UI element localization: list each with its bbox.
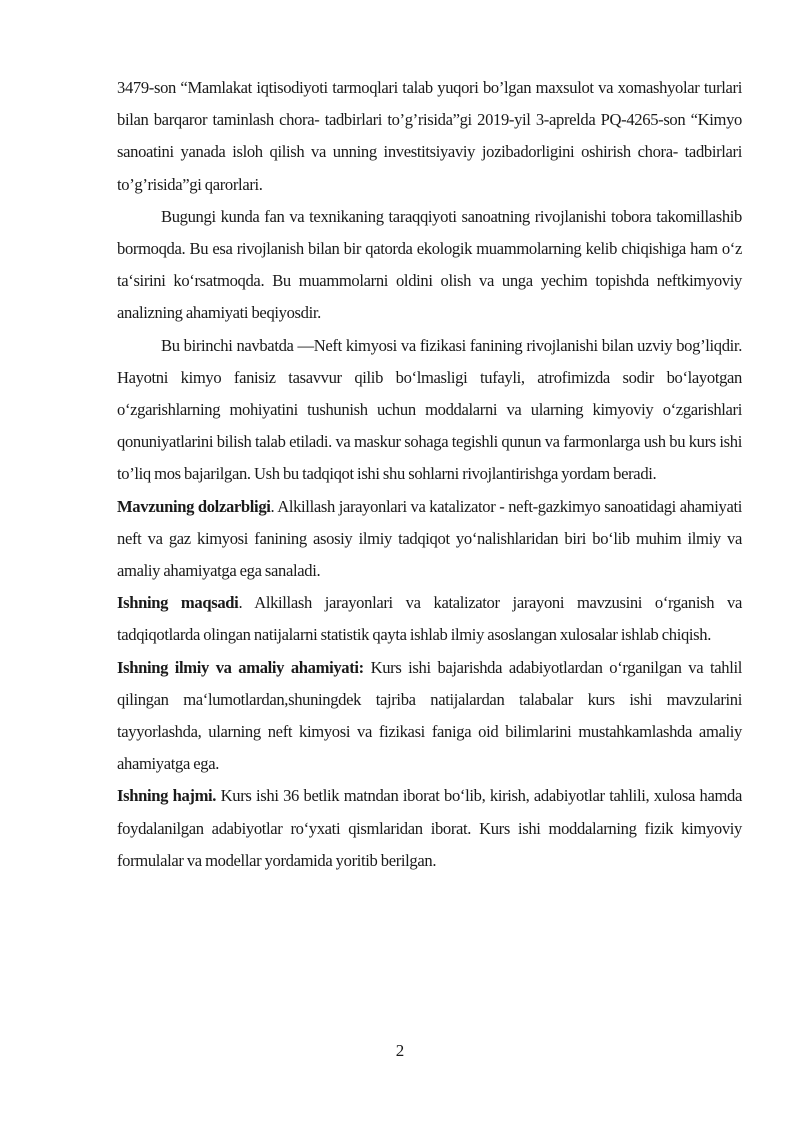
paragraph-text: Bugungi kunda fan va texnikaning taraqqiyoti sanoatning rivojlanishi tobora takomillashib bormoqda. Bu esa rivojlanish bilan bir qatorda ekologik muammolarning kelib chiqishiga ham o‘z ta‘sirini ko‘rsatmoqda. Bu muammolarni oldini olish va unga yechim topishda neftkimyoviy analizning ahamiyati beqiyosdir. [117, 206, 742, 323]
document-body [117, 72, 742, 877]
paragraph-relevance [117, 491, 742, 588]
paragraph-text: . Alkillash jarayonlari va katalizator - neft-gazkimyo sanoatidagi ahamiyati neft va gaz kimyosi fanining asosiy ilmiy tadqiqot yo‘nalishlaridan biri bo‘lib muhim ilmiy va amaliy ahamiyatga ega sanaladi. [117, 496, 742, 581]
page-number: 2 [395, 1041, 405, 1060]
paragraph-text: Kurs ishi 36 betlik matndan iborat bo‘lib, kirish, adabiyotlar tahlili, xulosa hamda foydalanilgan adabiyotlar ro‘yxati qismlaridan iborat. Kurs ishi moddalarning fizik kimyoviy formulalar va modellar yordamida yoritib berilgan. [117, 786, 742, 870]
paragraph-heading: Ishning maqsadi [117, 593, 239, 613]
paragraph-text: Kurs ishi bajarishda adabiyotlardan o‘rganilgan va tahlil qilingan ma‘lumotlardan,shuningdek tajriba natijalardan talabalar kurs ishi mavzularini tayyorlashda, ularning neft kimyosi va fizikasi faniga oid bilimlarini mustahkamlashda amaliy ahamiyatga ega. [117, 657, 742, 774]
paragraph-context [117, 330, 742, 491]
paragraph-heading: Mavzuning dolzarbligi [117, 496, 271, 516]
paragraph-text: . Alkillash jarayonlari va katalizator jarayoni mavzusini o‘rganish va tadqiqotlarda olingan natijalarni statistik qayta ishlab ilmiy asoslangan xulosalar ishlab chiqish. [117, 593, 742, 645]
paragraph-goal [117, 587, 742, 651]
paragraph-significance [117, 652, 742, 781]
paragraph-text: Bu birinchi navbatda ―Neft kimyosi va fizikasi fanining rivojlanishi bilan uzviy bog’liqdir. Hayotni kimyo fanisiz tasavvur qilib bo‘lmasligi tufayli, atrofimizda sodir bo‘layotgan o‘zgarishlarning mohiyatini tushunish uchun moddalarni va ularning kimyoviy o‘zgarishlari qonuniyatlarini bilish talab etiladi. va maskur sohaga tegishli qunun va farmonlarga ush bu kurs ishi to’liq mos bajarilgan. Ush bu tadqiqot ishi shu sohlarni rivojlantirishga yordam beradi. [117, 335, 742, 484]
paragraph-introduction [117, 201, 742, 330]
paragraph-heading: Ishning hajmi. [117, 786, 217, 806]
paragraph-legal-references [117, 72, 742, 201]
paragraph-heading: Ishning ilmiy va amaliy ahamiyati: [117, 657, 364, 677]
paragraph-text: 3479-son “Mamlakat iqtisodiyoti tarmoqlari talab yuqori bo’lgan maxsulot va xomashyolar turlari bilan barqaror taminlash chora- tadbirlari to’g’risida”gi 2019-yil 3-aprelda PQ-4265-son “Kimyo sanoatini yanada isloh qilish va unning investitsiyaviy jozibadorligini oshirish chora- tadbirlari to’g’risida”gi qarorlari. [117, 78, 742, 194]
paragraph-volume [117, 780, 742, 877]
